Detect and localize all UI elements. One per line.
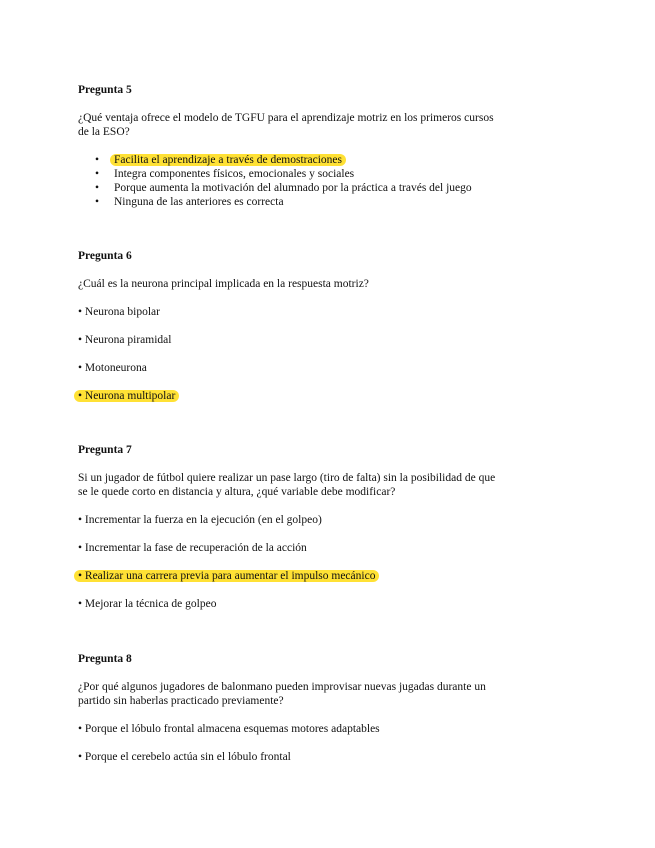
option-item: • Neurona bipolar (78, 306, 160, 318)
question-text-line: de la ESO? (78, 126, 130, 138)
question-title: Pregunta 5 (78, 84, 132, 96)
question-5 (78, 83, 528, 209)
question-text-line: Si un jugador de fútbol quiere realizar un pase largo (tiro de falta) sin la posibilidad de que (78, 472, 496, 484)
option-item: • Mejorar la técnica de golpeo (78, 598, 217, 610)
question-text-line: ¿Cuál es la neurona principal implicada en la respuesta motriz? (78, 278, 369, 290)
option-item (78, 569, 528, 583)
option-list (78, 153, 528, 209)
highlighted-option: • Neurona multipolar (74, 390, 179, 402)
option-item: • Porque el cerebelo actúa sin el lóbulo frontal (78, 751, 291, 763)
highlighted-option: Facilita el aprendizaje a través de demostraciones (110, 154, 346, 166)
question-6 (78, 249, 528, 403)
option-item: • Incrementar la fuerza en la ejecución (en el golpeo) (78, 514, 322, 526)
question-text-line: ¿Por qué algunos jugadores de balonmano pueden improvisar nuevas jugadas durante un (78, 681, 486, 693)
question-title: Pregunta 7 (78, 444, 132, 456)
question-title: Pregunta 8 (78, 653, 132, 665)
option-item (78, 195, 528, 209)
question-7 (78, 443, 528, 611)
question-title: Pregunta 6 (78, 250, 132, 262)
option-item (78, 167, 528, 181)
option-text: Porque aumenta la motivación del alumnado por la práctica a través del juego (114, 182, 472, 194)
option-item: • Incrementar la fase de recuperación de la acción (78, 542, 307, 554)
option-text: Integra componentes físicos, emocionales y sociales (114, 168, 355, 180)
option-item (78, 389, 528, 403)
option-item: • Porque el lóbulo frontal almacena esquemas motores adaptables (78, 723, 380, 735)
option-item (78, 153, 528, 167)
question-text-line: partido sin haberlas practicado previamente? (78, 695, 284, 707)
highlighted-option: • Realizar una carrera previa para aumentar el impulso mecánico (74, 570, 379, 582)
option-item: • Neurona piramidal (78, 334, 172, 346)
question-text-line: ¿Qué ventaja ofrece el modelo de TGFU para el aprendizaje motriz en los primeros cursos (78, 112, 494, 124)
option-text: Ninguna de las anteriores es correcta (114, 196, 284, 208)
question-text-line: se le quede corto en distancia y altura, ¿qué variable debe modificar? (78, 486, 396, 498)
option-item (78, 181, 528, 195)
option-item: • Motoneurona (78, 362, 147, 374)
question-8 (78, 652, 528, 764)
